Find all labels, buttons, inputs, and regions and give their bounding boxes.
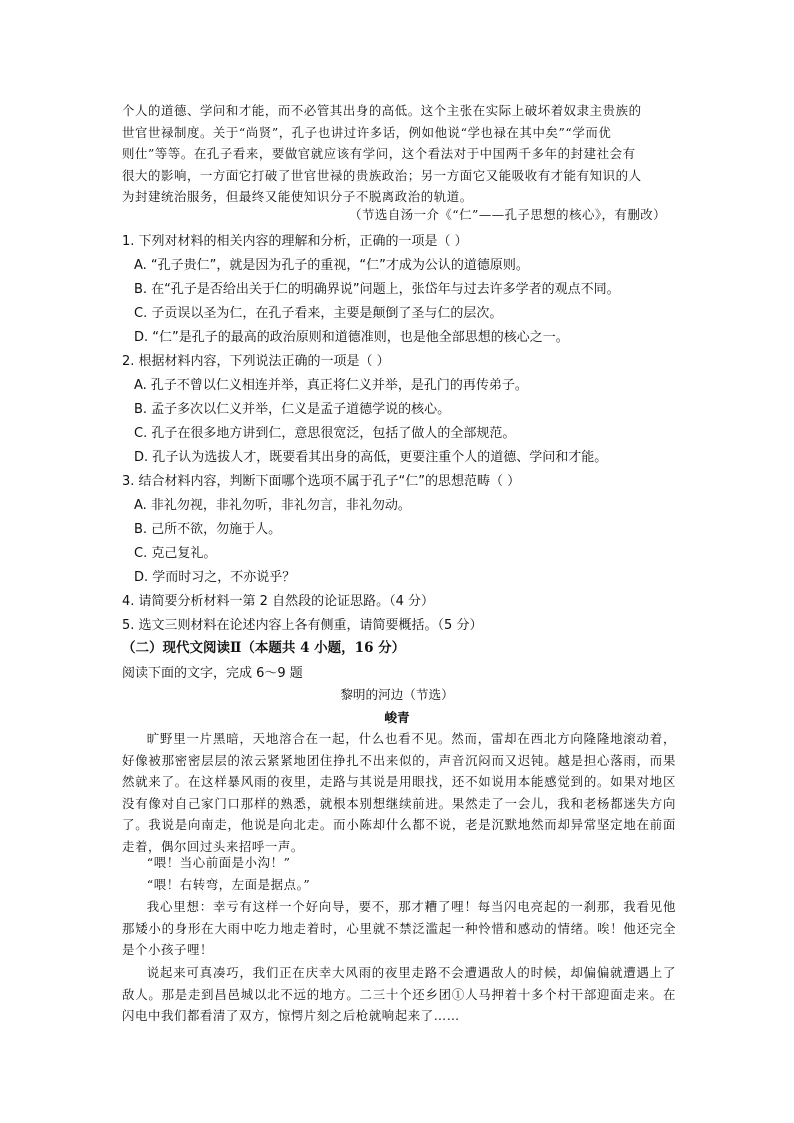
question-3-option-b: B. 己所不欲，勿施于人。 [134,522,282,537]
question-2-option-d: D. 孔子认为选拔人才，既要看其出身的高低，更要注重个人的道德、学问和才能。 [134,450,608,465]
question-2-option-a: A. 孔子不曾以仁义相连并举，真正将仁义并举，是孔门的再传弟子。 [134,378,528,393]
question-3-option-a: A. 非礼勿视，非礼勿听，非礼勿言，非礼勿动。 [134,498,411,513]
question-1-option-b: B. 在“孔子是否给出关于仁的明确界说”问题上，张岱年与过去许多学者的观点不同。 [134,282,620,297]
question-3-option-c: C. 克己复礼。 [134,546,217,561]
passage-text [122,100,678,208]
story-paragraph-3: 说起来可真凑巧，我们正在庆幸大风雨的夜里走路不会遭遇敌人的时候，却偏偏就遭遇上了敌人。那是走到昌邑城以北不远的地方。二三十个还乡团①人马押着十多个村干部迎面走来。在闪电中我们都看清了双方，惊愕片刻之后枪就响起来了…… [122,965,676,1024]
passage-line: 为封建统治服务，但最终又能使知识分子不脱离政治的轨道。 [122,189,473,205]
passage-line: 很大的影响，一方面它打破了世官世禄的贵族政治；另一方面它又能吸收有才能有知识的人 [122,167,642,183]
question-3-stem: 3. 结合材料内容，判断下面哪个选项不属于孔子“仁”的思想范畴（ ） [122,474,521,489]
section-title: （二）现代文阅读Ⅱ（本题共 4 小题，16 分） [122,640,406,656]
question-4-stem: 4. 请简要分析材料一第 2 自然段的论证思路。（4 分） [122,594,434,609]
question-3-option-d: D. 学而时习之，不亦说乎？ [134,570,296,585]
passage-line: 世官世禄制度。关于“尚贤”，孔子也讲过许多话，例如他说“学也禄在其中矣”“学而优 [122,124,612,140]
question-2-option-b: B. 孟子多次以仁义并举，仁义是孟子道德学说的核心。 [134,402,451,417]
question-1-option-a: A. “孔子贵仁”，就是因为孔子的重视，“仁”才成为公认的道德原则。 [134,258,529,273]
passage-line: 个人的道德、学问和才能，而不必管其出身的高低。这个主张在实际上破坏着奴隶主贵族的 [122,103,642,118]
section-instruction: 阅读下面的文字，完成 6～9 题 [122,666,303,681]
question-5-stem: 5. 选文三则材料在论述内容上各有侧重，请简要概括。（5 分） [122,618,483,633]
passage-source: （节选自汤一介《“仁”——孔子思想的核心》，有删改） [349,207,666,222]
story-dialog-2: “喂！右转弯，左面是据点。” [146,877,311,892]
question-1-stem: 1. 下列对材料的相关内容的理解和分析，正确的一项是（ ） [122,234,468,249]
story-title: 黎明的河边（节选） [340,687,454,702]
passage-line: 则仕”等等。在孔子看来，要做官就应该有学问，这个看法对于中国两千多年的封建社会有 [122,146,636,162]
question-1-option-d: D. “仁”是孔子的最高的政治原则和道德准则，也是他全部思想的核心之一。 [134,330,569,345]
question-1-option-c: C. 子贡误以圣为仁，在孔子看来，主要是颠倒了圣与仁的层次。 [134,306,503,321]
story-paragraph-1: 旷野里一片黑暗，天地溶合在一起，什么也看不见。然而，雷却在西北方向隆隆地滚动着，好像被那密密层层的浓云紧紧地团住挣扎不出来似的，声音沉闷而又迟钝。越是担心落雨，而果然就来了。在这样暴风雨的夜里，走路与其说是用眼找，还不如说用本能感觉到的。如果对地区没有像对自己家门口那样的熟悉，就根本别想继续前进。果然走了一会儿，我和老杨都迷失方向了。我说是向南走，他说是向北走。而小陈却什么都不说，老是沉默地然而却异常坚定地在前面走着，偶尔回过头来招呼一声。 [122,731,676,854]
question-2-option-c: C. 孔子在很多地方讲到仁，意思很宽泛，包括了做人的全部规范。 [134,426,516,441]
story-author: 峻青 [384,710,410,725]
question-2-stem: 2. 根据材料内容，下列说法正确的一项是（ ） [122,354,390,369]
story-dialog-1: “喂！当心前面是小沟！” [146,855,291,870]
story-paragraph-2: 我心里想：幸亏有这样一个好向导，要不，那才糟了哩！每当闪电亮起的一刹那，我看见他那矮小的身形在大雨中吃力地走着时，心里就不禁泛滥起一种怜惜和感动的情绪。唉！他还完全是个小孩子哩！ [122,899,676,958]
